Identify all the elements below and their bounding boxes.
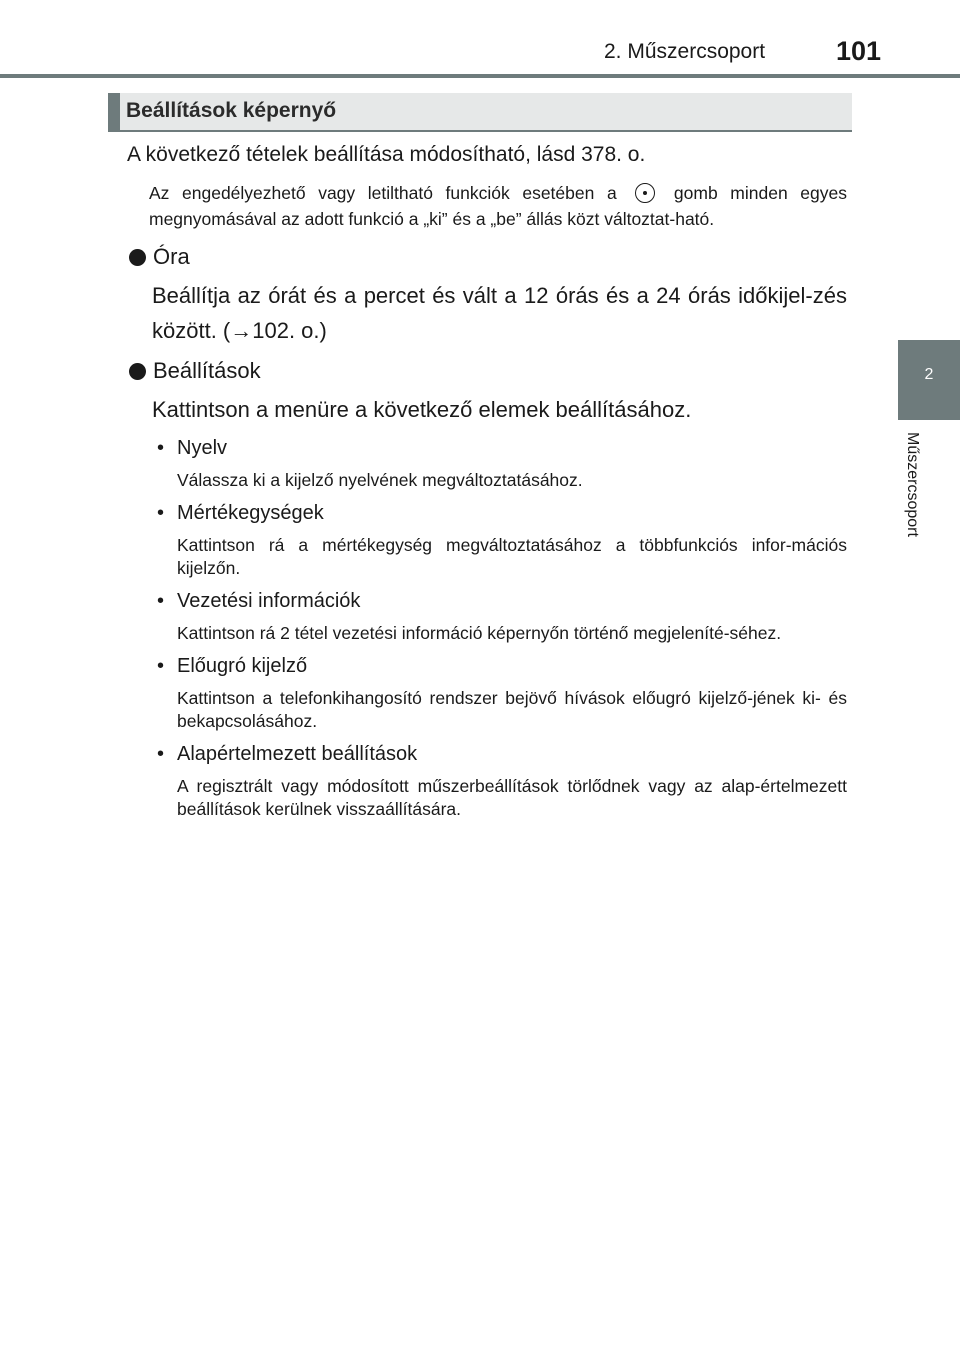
sub-item-heading <box>152 433 847 463</box>
sub-item-heading <box>152 498 847 528</box>
item-heading <box>127 354 847 388</box>
header-section-title: 2. Műszercsoport <box>604 40 766 63</box>
sub-item-bullet: • <box>157 502 165 524</box>
section-header-rule <box>108 130 852 132</box>
sub-item-description: Válassza ki a kijelző nyelvének megváltoztatásához. <box>177 470 583 490</box>
page-number: 101 <box>836 36 882 66</box>
header-divider <box>0 74 960 78</box>
sub-list-item <box>152 498 847 580</box>
sub-list-item <box>152 433 847 492</box>
chapter-tab <box>898 340 960 420</box>
filled-circle-bullet-icon <box>129 249 146 266</box>
sub-item-heading <box>152 739 847 769</box>
sub-list-item <box>152 586 847 645</box>
note-text-before: Az engedélyezhető vagy letiltható funkciók esetében a <box>149 183 617 203</box>
sub-item-description: Kattintson a telefonkihangosító rendszer bejövő hívások előugró kijelző-jének ki- és bekapcsolásához. <box>177 688 847 731</box>
sub-item-heading <box>152 586 847 616</box>
sub-item-title: Előugró kijelző <box>177 655 308 677</box>
chapter-side-label <box>903 432 927 572</box>
list-item-settings <box>127 354 847 821</box>
section-header-bar <box>108 93 120 130</box>
sub-item-description: Kattintson rá 2 tétel vezetési információ képernyőn történő megjeleníté-séhez. <box>177 623 782 643</box>
item-title: Beállítások <box>153 358 261 383</box>
sub-item-bullet: • <box>157 590 165 612</box>
filled-circle-bullet-icon <box>129 363 146 380</box>
sub-item-bullet: • <box>157 743 165 765</box>
section-title: Beállítások képernyő <box>126 99 337 122</box>
sub-item-title: Vezetési információk <box>177 590 361 612</box>
chapter-side-label-text: Műszercsoport <box>904 432 921 537</box>
item-description: Beállítja az órát és a percet és vált a 12 órás és a 24 órás időkijel-zés között. (→102. o.) <box>152 283 847 343</box>
sub-item-heading <box>152 651 847 681</box>
chapter-number: 2 <box>924 366 934 383</box>
page-content <box>127 140 847 827</box>
sub-list-item <box>152 651 847 733</box>
sub-item-description: A regisztrált vagy módosított műszerbeállítások törlődnek vagy az alap-értelmezett beállítások kerülnek visszaállítására. <box>177 776 847 819</box>
item-title: Óra <box>153 244 190 269</box>
center-dot-button-icon <box>635 183 655 203</box>
sub-item-bullet: • <box>157 655 165 677</box>
sub-item-title: Alapértelmezett beállítások <box>177 743 418 765</box>
sub-list-item <box>152 739 847 821</box>
list-item-clock <box>127 240 847 348</box>
sub-item-description: Kattintson rá a mértékegység megváltoztatásához a többfunkciós infor-mációs kijelzőn. <box>177 535 847 578</box>
note-paragraph <box>149 180 847 232</box>
section-header <box>108 93 852 130</box>
sub-item-bullet: • <box>157 437 165 459</box>
item-heading <box>127 240 847 274</box>
sub-item-title: Mértékegységek <box>177 502 324 524</box>
settings-sub-list <box>152 433 847 821</box>
intro-text: A következő tételek beállítása módosítható, lásd 378. o. <box>127 143 646 166</box>
item-description: Kattintson a menüre a következő elemek beállításához. <box>152 397 692 422</box>
note-text-after: gomb minden egyes megnyomásával az adott funkció a „ki” és a „be” állás közt változtat-ható. <box>149 183 847 229</box>
sub-item-title: Nyelv <box>177 437 228 459</box>
page-header <box>0 0 960 80</box>
